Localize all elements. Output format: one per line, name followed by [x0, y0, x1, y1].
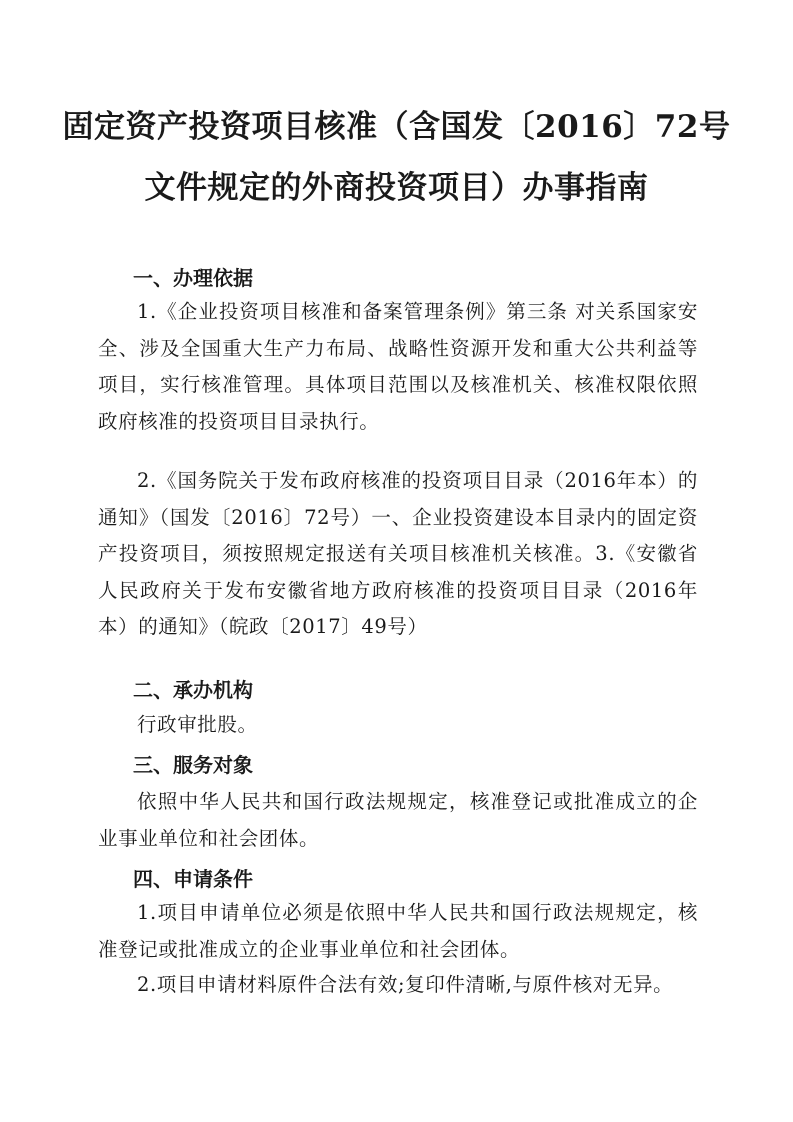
- target-paragraph: 依照中华人民共和国行政法规规定，核准登记或批准成立的企业事业单位和社会团体。: [98, 790, 698, 850]
- document-title-line-1: 固定资产投资项目核准（含国发〔2016〕72号: [62, 109, 731, 145]
- basis-paragraph-2: 2.《国务院关于发布政府核准的投资项目目录（2016年本）的通知》（国发〔2016〕72号）一、企业投资建设本目录内的固定资产投资项目，须按照规定报送有关项目核准机关核准。3.《安徽省人民政府关于发布安徽省地方政府核准的投资项目目录（2016年本）的通知》（皖政〔2017〕49号）: [98, 469, 698, 638]
- section-heading-conditions: 四、申请条件: [133, 867, 253, 891]
- section-heading-basis: 一、办理依据: [133, 266, 253, 290]
- condition-item-2: 2.项目申请材料原件合法有效;复印件清晰,与原件核对无异。: [137, 973, 674, 996]
- basis-paragraph-1: 1.《企业投资项目核准和备案管理条例》第三条 对关系国家安全、涉及全国重大生产力布局、战略性资源开发和重大公共利益等项目，实行核准管理。具体项目范围以及核准机关、核准权限依照政府核准的投资项目目录执行。: [98, 300, 698, 433]
- condition-item-1: 1.项目申请单位必须是依照中华人民共和国行政法规规定，核准登记或批准成立的企业事业单位和社会团体。: [98, 901, 698, 961]
- agency-text: 行政审批股。: [137, 713, 258, 736]
- section-heading-target: 三、服务对象: [133, 753, 253, 777]
- document-title-line-2: 文件规定的外商投资项目）办事指南: [144, 170, 649, 206]
- section-heading-agency: 二、承办机构: [133, 678, 253, 702]
